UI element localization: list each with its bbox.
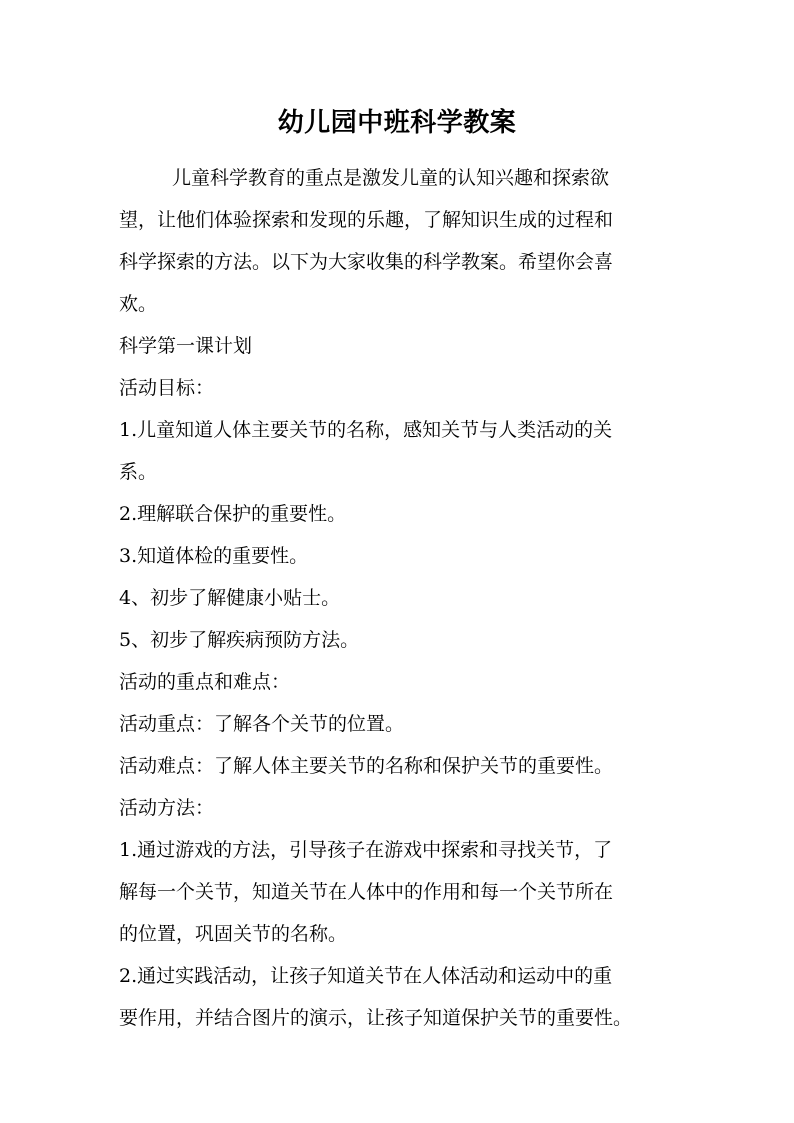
list-item: 1.通过游戏的方法，引导孩子在游戏中探索和寻找关节，了 [119, 839, 613, 861]
section-heading: 活动目标： [119, 377, 215, 399]
list-item: 4、初步了解健康小贴士。 [119, 587, 341, 609]
paragraph-line: 活动难点：了解人体主要关节的名称和保护关节的重要性。 [119, 755, 614, 777]
paragraph-line: 儿童科学教育的重点是激发儿童的认知兴趣和探索欲 [172, 167, 610, 189]
section-heading: 科学第一课计划 [119, 335, 253, 357]
document-title: 幼儿园中班科学教案 [277, 108, 517, 138]
paragraph-line: 望，让他们体验探索和发现的乐趣，了解知识生成的过程和 [119, 209, 614, 231]
list-item: 要作用，并结合图片的演示，让孩子知道保护关节的重要性。 [119, 1007, 633, 1029]
paragraph-line: 活动重点：了解各个关节的位置。 [119, 713, 405, 735]
list-item: 2.通过实践活动，让孩子知道关节在人体活动和运动中的重 [119, 965, 613, 987]
list-item: 解每一个关节，知道关节在人体中的作用和每一个关节所在 [119, 881, 614, 903]
list-item: 1.儿童知道人体主要关节的名称，感知关节与人类活动的关 [119, 419, 613, 441]
list-item: 5、初步了解疾病预防方法。 [119, 629, 360, 651]
section-heading: 活动方法： [119, 797, 215, 819]
paragraph-line: 科学探索的方法。以下为大家收集的科学教案。希望你会喜 [119, 251, 614, 273]
list-item: 2.理解联合保护的重要性。 [119, 503, 347, 525]
paragraph-line: 欢。 [119, 293, 158, 315]
list-item: 3.知道体检的重要性。 [119, 545, 309, 567]
list-item: 的位置，巩固关节的名称。 [119, 923, 348, 945]
list-item: 系。 [119, 461, 158, 483]
section-heading: 活动的重点和难点： [119, 671, 291, 693]
